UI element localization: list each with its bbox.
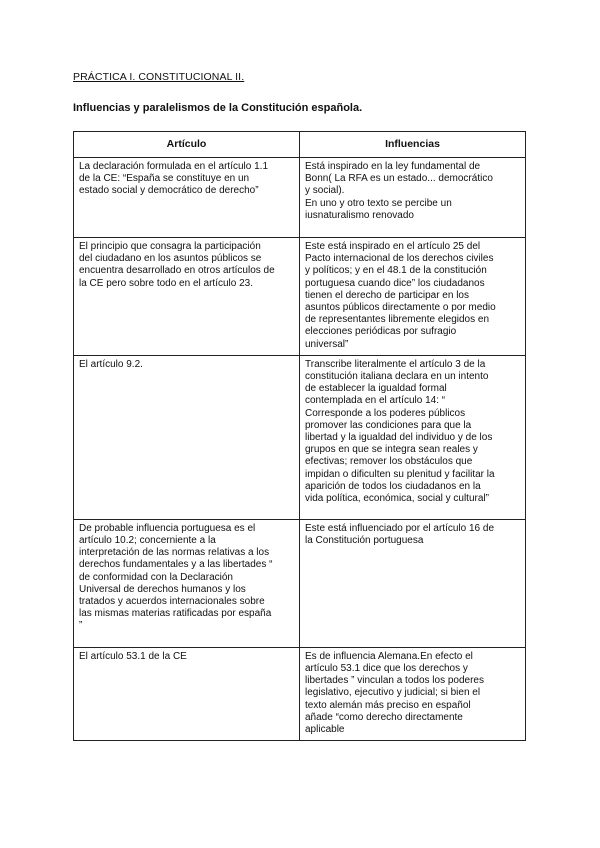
influences-table [73,131,526,741]
page-subtitle: Influencias y paralelismos de la Constitución española. [73,102,363,114]
cell-articulo: El principio que consagra la participación del ciudadano en los asuntos públicos se encuentra desarrollado en otros artículos de la CE pero sobre todo en el artículo 23. [74,238,300,356]
cell-articulo: De probable influencia portuguesa es el artículo 10.2; concerniente a la interpretación de las normas relativas a los derechos fundamentales y a las libertades “ de conformidad con la Declaración Universal de derechos humanos y los tratados y acuerdos internacionales sobre las mismas materias ratificadas por españa ” [74,519,300,647]
column-header-articulo: Artículo [74,132,300,158]
table-row [74,355,526,519]
cell-articulo: El artículo 9.2. [74,355,300,519]
column-header-influencias: Influencias [300,132,526,158]
table-row [74,519,526,647]
cell-articulo: La declaración formulada en el artículo 1.1 de la CE: “España se constituye en un estado social y democrático de derecho” [74,158,300,238]
cell-influencias: Transcribe literalmente el artículo 3 de la constitución italiana declara en un intento de establecer la igualdad formal contemplada en el artículo 14: “ Corresponde a los poderes públicos promover las condiciones para que la libertad y la igualdad del individuo y de los grupos en que se integra sean reales y efectivas; remover los obstáculos que impidan o dificulten su plenitud y facilitar la aparición de todos los ciudadanos en la vida política, económica, social y cultural” [300,355,526,519]
table-row [74,238,526,356]
cell-influencias: Este está influenciado por el artículo 16 de la Constitución portuguesa [300,519,526,647]
table-header-row [74,132,526,158]
table-row [74,158,526,238]
cell-influencias: Está inspirado en la ley fundamental de Bonn( La RFA es un estado... democrático y social). En uno y otro texto se percibe un iusnaturalismo renovado [300,158,526,238]
page-title: PRÁCTICA I. CONSTITUCIONAL II. [73,71,245,83]
cell-articulo: El artículo 53.1 de la CE [74,647,300,740]
cell-influencias: Este está inspirado en el artículo 25 del Pacto internacional de los derechos civiles y políticos; y en el 48.1 de la constitución portuguesa cuando dice” los ciudadanos tienen el derecho de participar en los asuntos públicos directamente o por medio de representantes libremente elegidos en elecciones periódicas por sufragio universal” [300,238,526,356]
table-row [74,647,526,740]
cell-influencias: Es de influencia Alemana.En efecto el artículo 53.1 dice que los derechos y libertades ” vinculan a todos los poderes legislativo, ejecutivo y judicial; si bien el texto alemán más preciso en español añade “como derecho directamente aplicable [300,647,526,740]
